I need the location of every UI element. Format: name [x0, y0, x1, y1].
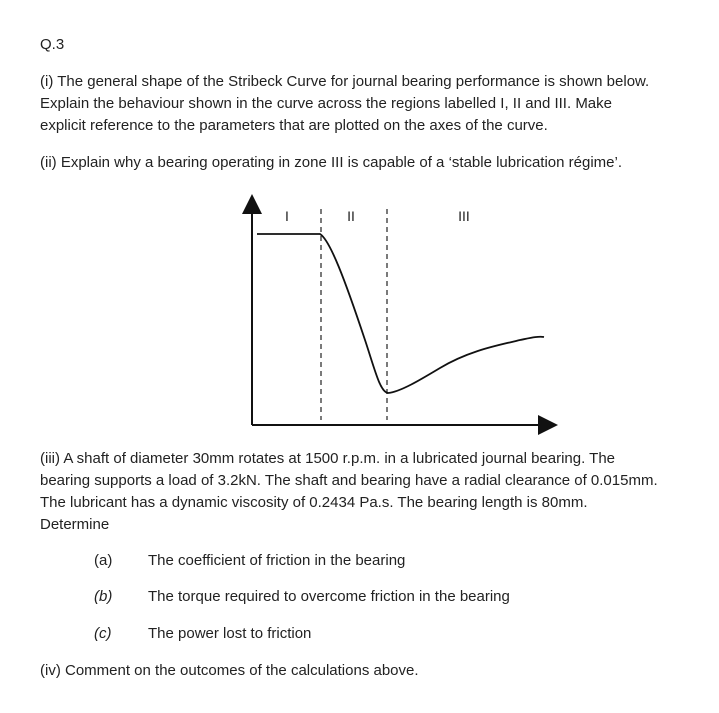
stribeck-curve [257, 234, 544, 393]
part-iv: (iv) Comment on the outcomes of the calculations above. [40, 662, 419, 679]
sub-item-b-marker: (b) [94, 588, 113, 605]
part-i-line-1: (i) The general shape of the Stribeck Curve for journal bearing performance is shown below. [40, 73, 650, 90]
part-i-line-3: explicit reference to the parameters that are plotted on the axes of the curve. [40, 117, 548, 134]
sub-item-a-marker: (a) [94, 552, 113, 569]
region-label-i: I [285, 208, 289, 224]
region-label-ii: II [347, 208, 355, 224]
part-ii: (ii) Explain why a bearing operating in zone III is capable of a ‘stable lubrication régime’. [40, 154, 622, 171]
part-iii-line-1: (iii) A shaft of diameter 30mm rotates at 1500 r.p.m. in a lubricated journal bearing. The [40, 450, 616, 467]
question-number: Q.3 [40, 36, 65, 53]
part-i-line-2: Explain the behaviour shown in the curve across the regions labelled I, II and III. Make [40, 95, 612, 112]
sub-item-a-text: The coefficient of friction in the bearing [148, 552, 406, 569]
sub-item-b-text: The torque required to overcome friction in the bearing [148, 588, 510, 605]
part-iii-line-2: bearing supports a load of 3.2kN. The shaft and bearing have a radial clearance of 0.015mm. [40, 472, 658, 489]
sub-item-c-marker: (c) [94, 625, 112, 642]
part-iii-line-4: Determine [40, 516, 110, 533]
sub-item-c-text: The power lost to friction [148, 625, 312, 642]
part-iii-line-3: The lubricant has a dynamic viscosity of 0.2434 Pa.s. The bearing length is 80mm. [40, 494, 588, 511]
region-label-iii: III [458, 208, 470, 224]
